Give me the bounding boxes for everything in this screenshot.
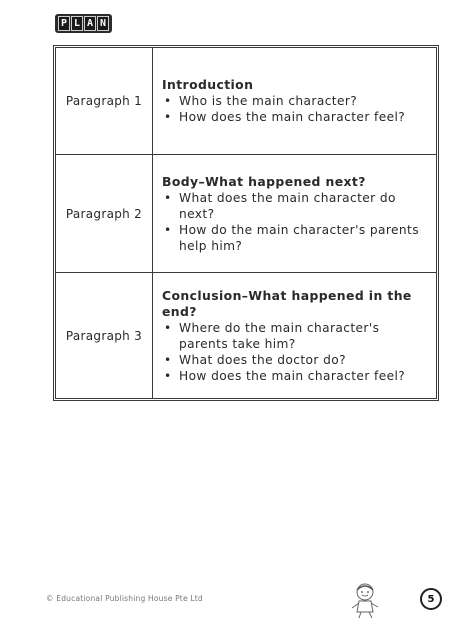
list-item xyxy=(162,190,430,222)
row-content xyxy=(153,155,436,272)
bullet-icon: • xyxy=(164,94,172,108)
list-item-text: Who is the main character? xyxy=(179,94,358,108)
page-number: 5 xyxy=(420,588,442,610)
list-item xyxy=(162,93,430,109)
plan-badge-letter: N xyxy=(97,16,109,31)
list-item-text: What does the main character do next? xyxy=(179,190,396,221)
row-heading: Conclusion–What happened in the end? xyxy=(162,287,412,319)
row-heading: Introduction xyxy=(162,77,254,92)
row-label: Paragraph 3 xyxy=(56,273,153,398)
plan-badge-letter: P xyxy=(58,16,70,31)
bullet-icon: • xyxy=(164,320,172,335)
bullet-icon: • xyxy=(164,352,172,367)
plan-badge-letter: A xyxy=(84,16,96,31)
list-item xyxy=(162,222,430,254)
bullet-icon: • xyxy=(164,222,172,237)
bullet-icon: • xyxy=(164,368,172,383)
table-row xyxy=(56,273,436,398)
bullet-list xyxy=(162,320,430,384)
list-item-text: How does the main character feel? xyxy=(179,110,406,124)
list-item xyxy=(162,368,430,384)
plan-badge-letter: L xyxy=(71,16,83,31)
bullet-icon: • xyxy=(164,110,172,124)
list-item-text: Where do the main character's parents take him? xyxy=(179,320,380,351)
list-item xyxy=(162,320,430,352)
copyright-text: © Educational Publishing House Pte Ltd xyxy=(46,594,203,603)
row-label: Paragraph 1 xyxy=(56,48,153,154)
boy-mascot-icon xyxy=(345,580,385,620)
bullet-icon: • xyxy=(164,190,172,205)
list-item-text: What does the doctor do? xyxy=(179,352,346,367)
row-content xyxy=(153,48,436,154)
row-heading: Body–What happened next? xyxy=(162,173,366,189)
row-label: Paragraph 2 xyxy=(56,155,153,272)
table-row xyxy=(56,48,436,155)
plan-badge xyxy=(55,14,112,33)
list-item-text: How does the main character feel? xyxy=(179,368,406,383)
bullet-list xyxy=(162,93,430,125)
plan-table xyxy=(53,45,439,401)
list-item-text: How do the main character's parents help him? xyxy=(179,222,419,253)
list-item xyxy=(162,109,430,125)
bullet-list xyxy=(162,190,430,254)
list-item xyxy=(162,352,430,368)
row-content xyxy=(153,273,436,398)
table-row xyxy=(56,155,436,273)
